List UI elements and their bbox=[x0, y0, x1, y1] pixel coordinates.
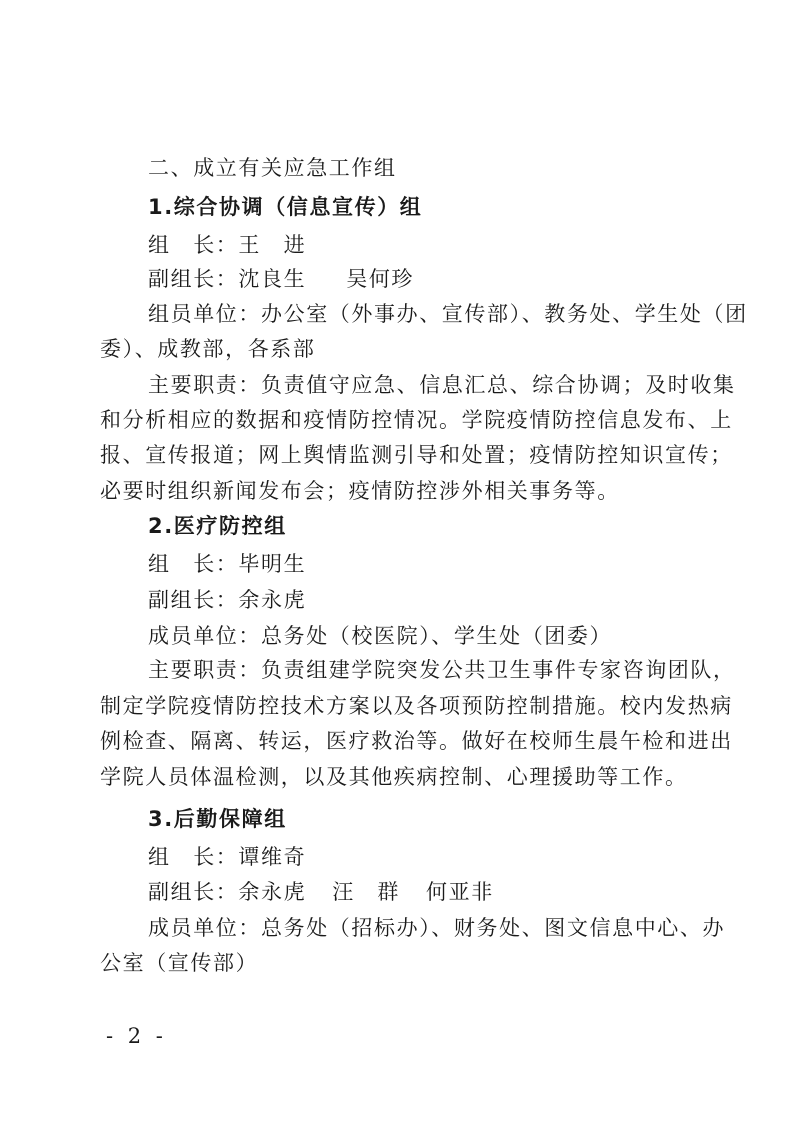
group-3-deputy-row bbox=[148, 879, 494, 905]
group-1-duties-line-2: 和分析相应的数据和疫情防控情况。学院疫情防控信息发布、上 bbox=[100, 408, 733, 432]
leader-label: 组 长： bbox=[148, 552, 239, 576]
group-3-title: 3.后勤保障组 bbox=[148, 807, 287, 831]
deputy-label: 副组长： bbox=[148, 267, 239, 291]
leader-name: 毕明生 bbox=[238, 552, 307, 576]
deputy-name: 沈良生 bbox=[238, 267, 307, 291]
deputy-label: 副组长： bbox=[148, 588, 239, 612]
leader-name: 谭维奇 bbox=[238, 845, 307, 869]
group-2-title: 2.医疗防控组 bbox=[148, 514, 287, 538]
leader-label: 组 长： bbox=[148, 845, 239, 869]
group-1-members-line-2: 委）、成教部，各系部 bbox=[100, 337, 316, 361]
page-number: - 2 - bbox=[106, 1024, 167, 1048]
group-2-members-line-1: 成员单位：总务处（校医院）、学生处（团委） bbox=[148, 624, 613, 648]
group-2-deputy-row bbox=[148, 587, 306, 613]
group-3-members-line-2: 公室（宣传部） bbox=[100, 951, 259, 975]
group-3-members-line-1: 成员单位：总务处（招标办）、财务处、图文信息中心、办 bbox=[148, 916, 726, 940]
deputy-label: 副组长： bbox=[148, 880, 239, 904]
group-2-leader-row bbox=[148, 551, 306, 577]
group-1-duties-line-1: 主要职责：负责值守应急、信息汇总、综合协调；及时收集 bbox=[148, 373, 736, 397]
group-2-duties-line-2: 制定学院疫情防控技术方案以及各项预防控制措施。校内发热病 bbox=[100, 694, 733, 718]
deputy-name: 余永虎 bbox=[238, 880, 307, 904]
deputy-name: 何亚非 bbox=[426, 880, 494, 904]
deputy-name: 吴何珍 bbox=[346, 267, 415, 291]
group-1-duties-line-4: 必要时组织新闻发布会；疫情防控涉外相关事务等。 bbox=[100, 479, 620, 503]
deputy-name: 汪 群 bbox=[332, 880, 401, 904]
group-1-leader-row bbox=[148, 232, 306, 258]
group-3-leader-row bbox=[148, 844, 306, 870]
group-1-title: 1.综合协调（信息宣传）组 bbox=[148, 195, 423, 219]
group-2-duties-line-4: 学院人员体温检测，以及其他疾病控制、心理援助等工作。 bbox=[100, 765, 688, 789]
group-1-members-line-1: 组员单位：办公室（外事办、宣传部）、教务处、学生处（团 bbox=[148, 302, 748, 326]
group-2-duties-line-3: 例检查、隔离、转运，医疗救治等。做好在校师生晨午检和进出 bbox=[100, 729, 733, 753]
group-1-deputy-row bbox=[148, 266, 414, 292]
section-heading: 二、成立有关应急工作组 bbox=[148, 156, 397, 180]
group-2-duties-line-1: 主要职责：负责组建学院突发公共卫生事件专家咨询团队， bbox=[148, 658, 736, 682]
group-1-duties-line-3: 报、宣传报道；网上舆情监测引导和处置；疫情防控知识宣传； bbox=[100, 443, 733, 467]
leader-name: 王 进 bbox=[238, 233, 307, 257]
deputy-name: 余永虎 bbox=[238, 588, 307, 612]
leader-label: 组 长： bbox=[148, 233, 239, 257]
